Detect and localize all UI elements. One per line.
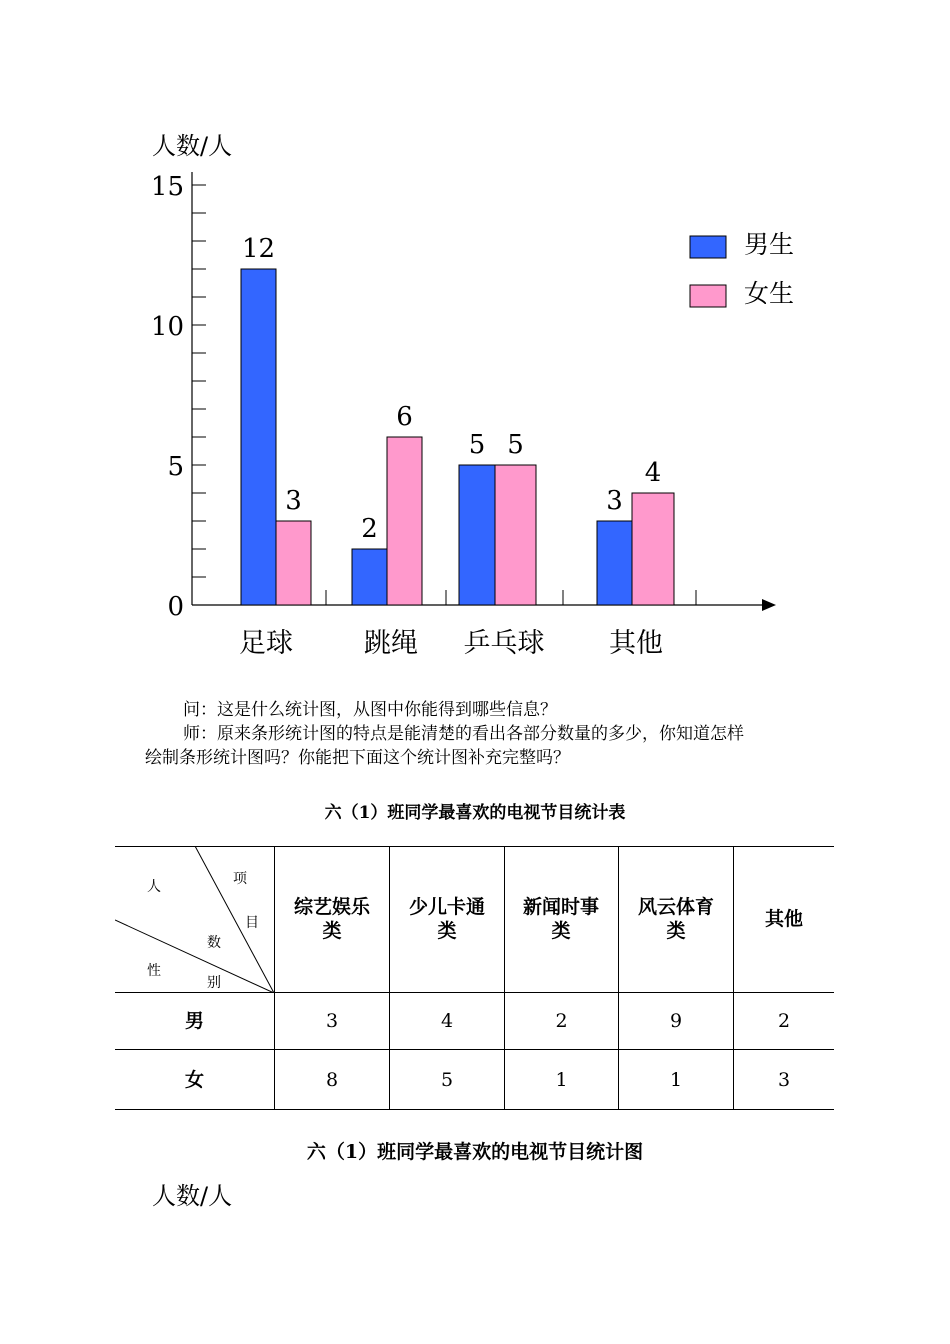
y-tick-label: 10: [150, 312, 184, 342]
corner-label-ren: 人: [147, 879, 161, 895]
bar-value-label: 2: [361, 514, 378, 544]
column-header: 新闻时事类: [522, 896, 599, 942]
teacher-text-line-1: 师：原来条形统计图的特点是能清楚的看出各部分数量的多少，你知道怎样: [183, 724, 744, 744]
table-cell: 1: [669, 1068, 683, 1091]
bar-value-label: 5: [468, 430, 486, 460]
corner-label-xing: 性: [147, 963, 161, 979]
bar-value-label: 4: [644, 458, 662, 488]
category-label: 乒乓球: [463, 628, 545, 659]
y-tick-label: 5: [167, 452, 184, 482]
bar-value-label: 3: [606, 486, 623, 516]
corner-label-xiang: 项: [233, 871, 247, 887]
chart2-title: 六（1）班同学最喜欢的电视节目统计图: [306, 1141, 644, 1163]
table-cell: 5: [440, 1068, 454, 1091]
legend-swatch: [690, 285, 726, 307]
corner-label-mu: 目: [245, 915, 259, 931]
y-tick-label: 0: [167, 592, 184, 622]
corner-label-shu: 数: [207, 935, 221, 951]
category-label: 跳绳: [364, 628, 418, 659]
bar: [387, 437, 422, 605]
table-cell: 9: [669, 1010, 683, 1032]
table-cell: 3: [325, 1010, 339, 1032]
category-label: 足球: [239, 628, 293, 659]
table-cell: 3: [777, 1068, 791, 1091]
table-cell: 1: [555, 1068, 568, 1091]
table-title: 六（1）班同学最喜欢的电视节目统计表: [324, 803, 626, 823]
bar-value-label: 3: [285, 486, 302, 516]
bar: [632, 493, 674, 605]
bar: [495, 465, 536, 605]
bar-value-label: 5: [507, 430, 524, 460]
teacher-text-line-2: 绘制条形统计图吗？你能把下面这个统计图补充完整吗？: [145, 748, 570, 768]
bar: [241, 269, 276, 605]
bar: [597, 521, 632, 605]
bar-value-label: 12: [241, 234, 276, 264]
table-cell: 8: [325, 1068, 339, 1091]
category-label: 其他: [609, 628, 663, 659]
column-header: 风云体育类: [637, 896, 714, 942]
question-text: 问：这是什么统计图，从图中你能得到哪些信息？: [183, 700, 557, 720]
bar: [352, 549, 387, 605]
legend-label: 女生: [744, 279, 795, 308]
bar: [276, 521, 311, 605]
legend-label: 男生: [744, 230, 795, 259]
chart2-y-axis-label: 人数/人: [152, 1182, 233, 1210]
column-header: 少儿卡通类: [408, 896, 485, 942]
bar: [459, 465, 495, 605]
corner-label-bie: 别: [207, 975, 221, 991]
table-cell: 4: [440, 1010, 454, 1032]
y-axis-label: 人数/人: [152, 132, 233, 160]
row-label-male: 男: [184, 1010, 204, 1032]
legend-swatch: [690, 236, 726, 258]
statistics-table: [115, 846, 834, 1110]
y-tick-label: 15: [150, 172, 184, 202]
row-label-female: 女: [184, 1068, 204, 1091]
table-cell: 2: [777, 1010, 791, 1032]
x-axis-arrow: [762, 599, 776, 611]
table-cell: 2: [555, 1010, 568, 1032]
bar-value-label: 6: [396, 402, 413, 432]
column-header: 综艺娱乐类: [293, 896, 370, 942]
column-header: 其他: [764, 908, 803, 930]
